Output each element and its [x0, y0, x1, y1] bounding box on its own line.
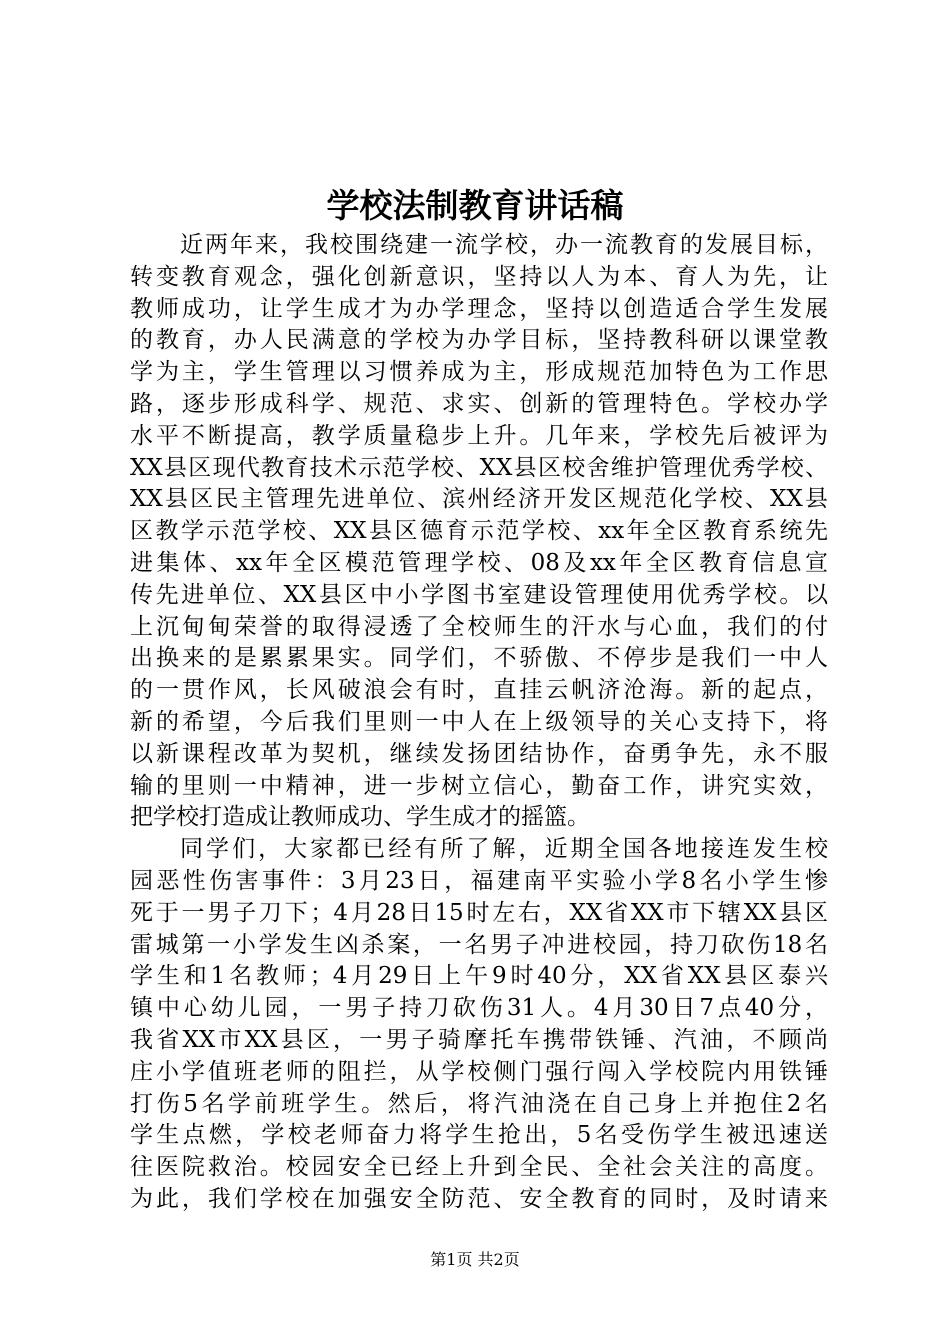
text-line: XX县区现代教育技术示范学校、XX县区校舍维护管理优秀学校、: [130, 454, 828, 481]
text-line: 打伤5名学前班学生。然后，将汽油浇在自己身上并抱住2名: [130, 1090, 828, 1117]
text-line: 区教学示范学校、XX县区德育示范学校、xx年全区教育系统先: [130, 518, 828, 545]
text-line: 我省XX市XX县区，一男子骑摩托车携带铁锤、汽油，不顾尚: [130, 1026, 828, 1053]
text-line: 以新课程改革为契机，继续发扬团结协作，奋勇争先，永不服: [130, 740, 828, 767]
text-line: 近两年来，我校围绕建一流学校，办一流教育的发展目标，: [180, 232, 828, 258]
text-line: 的一贯作风，长风破浪会有时，直挂云帆济沧海。新的起点，: [130, 677, 828, 704]
document-title: 学校法制教育讲话稿: [326, 186, 624, 225]
text-line: 镇中心幼儿园，一男子持刀砍伤31人。4月30日7点40分，: [130, 995, 828, 1022]
text-line: 的教育，办人民满意的学校为办学目标，坚持教科研以课堂教: [130, 327, 828, 354]
text-line: 教师成功，让学生成才为办学理念，坚持以创造适合学生发展: [130, 295, 828, 322]
text-line: 把学校打造成让教师成功、学生成才的摇篮。: [130, 804, 590, 831]
text-line: 往医院救治。校园安全已经上升到全民、全社会关注的高度。: [130, 1154, 828, 1181]
text-line: 输的里则一中精神，进一步树立信心，勤奋工作，讲究实效，: [130, 772, 828, 799]
text-line: 上沉甸甸荣誉的取得浸透了全校师生的汗水与心血，我们的付: [130, 613, 828, 640]
document-body: [130, 230, 828, 1216]
text-line: 死于一男子刀下；4月28日15时左右，XX省XX市下辖XX县区: [130, 899, 828, 926]
text-line: 路，逐步形成科学、规范、求实、创新的管理特色。学校办学: [130, 390, 828, 417]
text-line: 转变教育观念，强化创新意识，坚持以人为本、育人为先，让: [130, 263, 828, 290]
text-line: 水平不断提高，教学质量稳步上升。几年来，学校先后被评为: [130, 422, 828, 449]
text-line: 庄小学值班老师的阻拦，从学校侧门强行闯入学校院内用铁锤: [130, 1058, 828, 1085]
text-line: 出换来的是累累果实。同学们，不骄傲、不停步是我们一中人: [130, 645, 828, 672]
text-line: 传先进单位、XX县区中小学图书室建设管理使用优秀学校。以: [130, 581, 828, 608]
text-line: 学为主，学生管理以习惯养成为主，形成规范加特色为工作思: [130, 359, 828, 386]
text-line: 学生点燃，学校老师奋力将学生抢出，5名受伤学生被迅速送: [130, 1122, 828, 1149]
text-line: XX县区民主管理先进单位、滨州经济开发区规范化学校、XX县: [130, 486, 828, 513]
text-line: 同学们，大家都已经有所了解，近期全国各地接连发生校: [180, 836, 828, 863]
text-line: 雷城第一小学发生凶杀案，一名男子冲进校园，持刀砍伤18名: [130, 931, 828, 958]
text-line: 园恶性伤害事件：3月23日，福建南平实验小学8名小学生惨: [130, 867, 828, 894]
text-line: 新的希望，今后我们里则一中人在上级领导的关心支持下，将: [130, 708, 828, 735]
text-line: 学生和1名教师；4月29日上午9时40分，XX省XX县区泰兴: [130, 963, 828, 990]
text-line: 为此，我们学校在加强安全防范、安全教育的同时，及时请来: [130, 1185, 828, 1212]
text-line: 进集体、xx年全区模范管理学校、08及xx年全区教育信息宣: [130, 549, 828, 576]
page-footer: 第1页 共2页: [430, 1250, 520, 1269]
